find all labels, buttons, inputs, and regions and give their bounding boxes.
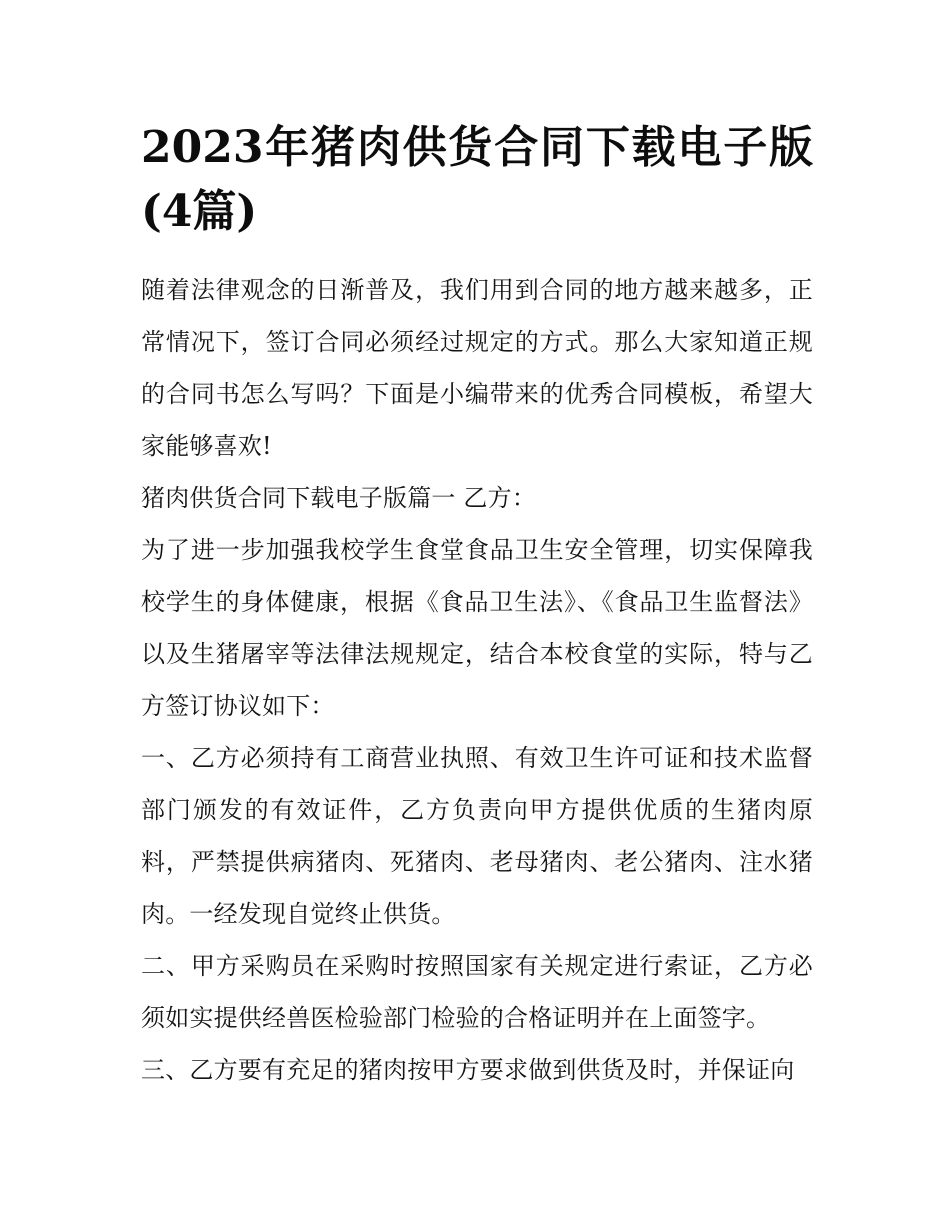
- section-heading: 猪肉供货合同下载电子版篇一 乙方：: [141, 484, 537, 512]
- document-body: [141, 264, 813, 1096]
- document-title: 2023年猪肉供货合同下载电子版(4篇): [141, 122, 813, 237]
- document-content: [141, 116, 813, 1096]
- preamble-paragraph: 为了进一步加强我校学生食堂食品卫生安全管理，切实保障我校学生的身体健康，根据《食品卫生法》、《食品卫生监督法》以及生猪屠宰等法律法规规定，结合本校食堂的实际，特与乙方签订协议如下：: [141, 536, 813, 720]
- clause-2-paragraph: 二、甲方采购员在采购时按照国家有关规定进行索证，乙方必须如实提供经兽医检验部门检验的合格证明并在上面签字。: [141, 952, 813, 1032]
- intro-paragraph: 随着法律观念的日渐普及，我们用到合同的地方越来越多，正常情况下，签订合同必须经过规定的方式。那么大家知道正规的合同书怎么写吗？下面是小编带来的优秀合同模板，希望大家能够喜欢!: [141, 276, 813, 460]
- clause-3-paragraph: 三、乙方要有充足的猪肉按甲方要求做到供货及时，并保证向: [141, 1056, 795, 1084]
- clause-1-paragraph: 一、乙方必须持有工商营业执照、有效卫生许可证和技术监督部门颁发的有效证件，乙方负责向甲方提供优质的生猪肉原料，严禁提供病猪肉、死猪肉、老母猪肉、老公猪肉、注水猪肉。一经发现自觉终止供货。: [141, 744, 813, 928]
